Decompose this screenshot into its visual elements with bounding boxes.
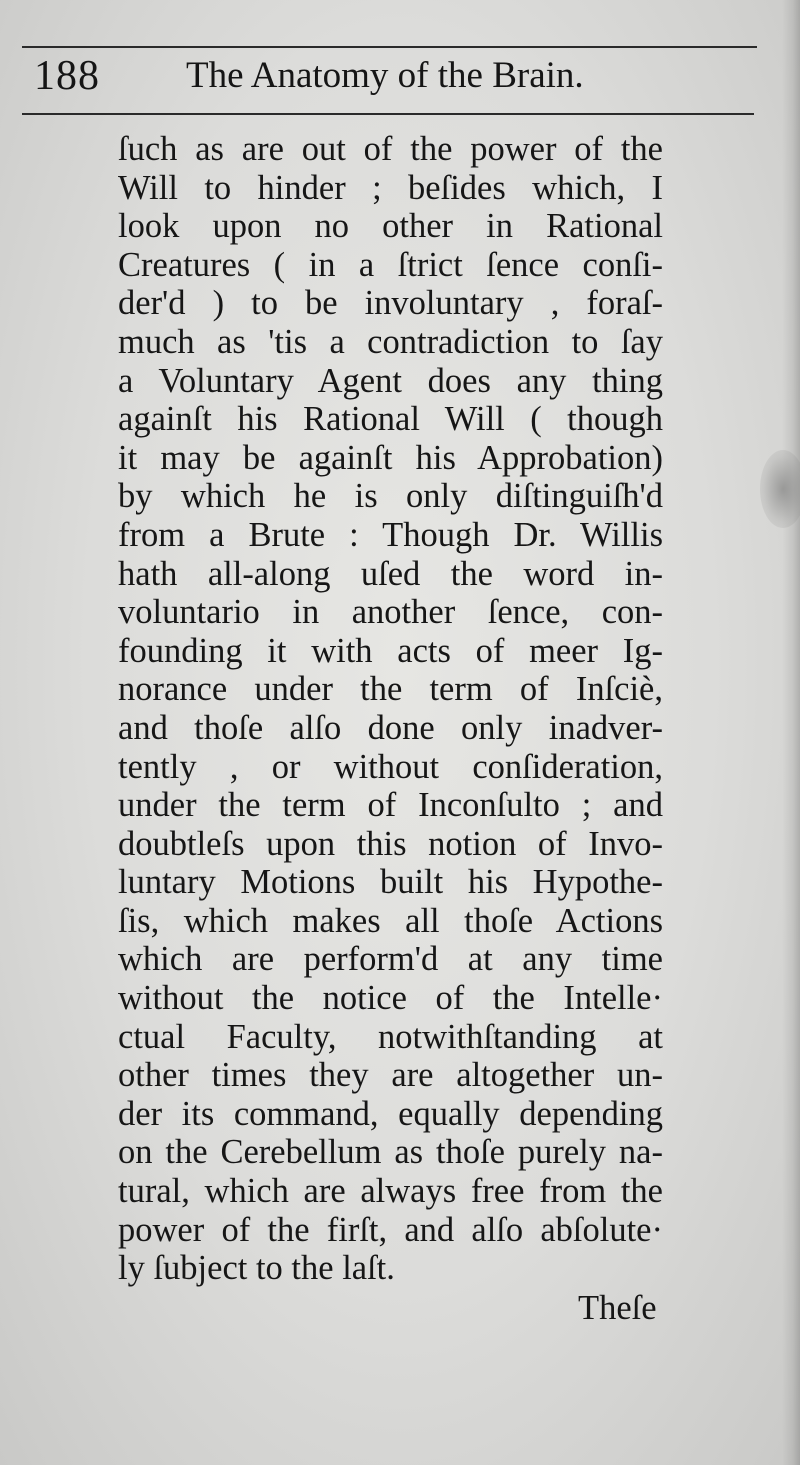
header-top-rule bbox=[22, 46, 757, 48]
text-line: much as 'tis a contradiction to ſay bbox=[118, 322, 663, 361]
text-line: ctual Faculty, notwithſtanding at bbox=[118, 1017, 663, 1056]
text-line: tural, which are always free from the bbox=[118, 1172, 663, 1211]
text-line: founding it with acts of meer Ig- bbox=[118, 631, 663, 670]
text-line: by which he is only diſtinguiſh'd bbox=[118, 477, 663, 516]
text-line: without the notice of the Intelle· bbox=[118, 979, 663, 1018]
text-line: under the term of Inconſulto ; and bbox=[118, 786, 663, 825]
text-line: Will to hinder ; beſides which, I bbox=[118, 168, 663, 207]
page-number: 188 bbox=[34, 53, 100, 99]
text-line: power of the firſt, and alſo abſolute· bbox=[118, 1210, 663, 1249]
text-line: againſt his Rational Will ( though bbox=[118, 400, 663, 439]
text-line: ly ſubject to the laſt. bbox=[118, 1249, 395, 1288]
text-line: hath all-along uſed the word in- bbox=[118, 554, 663, 593]
paper-stain bbox=[760, 450, 800, 528]
text-line: from a Brute : Though Dr. Willis bbox=[118, 515, 663, 554]
page-edge-shadow bbox=[782, 0, 800, 1465]
text-line: der'd ) to be involuntary , foraſ- bbox=[118, 284, 663, 323]
catchword: Theſe bbox=[578, 1289, 657, 1327]
text-line: luntary Motions built his Hypothe- bbox=[118, 863, 663, 902]
running-title: The Anatomy of the Brain. bbox=[186, 55, 584, 96]
text-line: and thoſe alſo done only inadver- bbox=[118, 708, 663, 747]
text-line: it may be againſt his Approbation) bbox=[118, 438, 663, 477]
running-head bbox=[34, 50, 754, 112]
text-line: doubtleſs upon this notion of Invo- bbox=[118, 824, 663, 863]
text-line: norance under the term of Inſciè, bbox=[118, 670, 663, 709]
text-line: ſis, which makes all thoſe Actions bbox=[118, 901, 663, 940]
text-line: Creatures ( in a ſtrict ſence conſi- bbox=[118, 245, 663, 284]
text-line: tently , or without conſideration, bbox=[118, 747, 663, 786]
text-line: a Voluntary Agent does any thing bbox=[118, 361, 663, 400]
header-bottom-rule bbox=[22, 113, 754, 115]
text-line: der its command, equally depending bbox=[118, 1094, 663, 1133]
text-line: which are perform'd at any time bbox=[118, 940, 663, 979]
text-line: voluntario in another ſence, con- bbox=[118, 593, 663, 632]
text-line: on the Cerebellum as thoſe purely na- bbox=[118, 1133, 663, 1172]
text-line: other times they are altogether un- bbox=[118, 1056, 663, 1095]
text-line: ſuch as are out of the power of the bbox=[118, 130, 663, 168]
text-line: look upon no other in Rational bbox=[118, 207, 663, 246]
body-text bbox=[118, 130, 663, 1288]
